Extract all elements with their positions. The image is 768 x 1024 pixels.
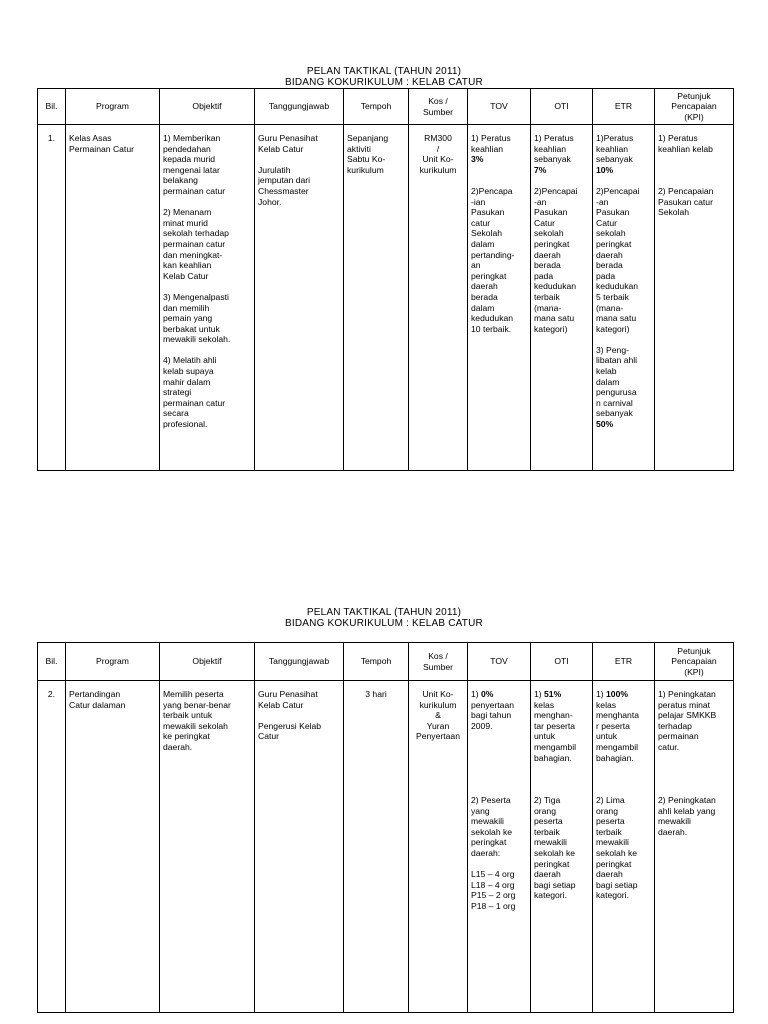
plan-table-1 <box>37 88 734 471</box>
cell-kpi <box>655 125 734 471</box>
header-program: Program <box>66 643 160 681</box>
header-tov: TOV <box>468 643 531 681</box>
plan-table-2 <box>37 642 734 1013</box>
header-row <box>38 643 734 681</box>
cell-objektif: Memilih peserta yang benar-benar terbaik untuk mewakili sekolah ke peringkat daerah. <box>160 681 255 1013</box>
header-bil: Bil. <box>38 89 66 125</box>
etr-item: 1)Peratus keahlian sebanyak 10% <box>596 133 634 175</box>
etr-item: 1) 100% kelas menghanta r peserta untuk mengambil bahagian. <box>596 689 640 763</box>
title-line-2: BIDANG KOKURIKULUM : KELAB CATUR <box>285 618 483 629</box>
cell-program: Pertandingan Catur dalaman <box>66 681 160 1013</box>
cell-etr <box>593 681 655 1013</box>
tanggungjawab-item: Pengerusi Kelab Catur <box>258 720 322 742</box>
header-oti: OTI <box>531 89 593 125</box>
cell-tov <box>468 681 531 1013</box>
header-oti: OTI <box>531 643 593 681</box>
table-row <box>38 681 734 1013</box>
header-program: Program <box>66 89 160 125</box>
title-line-2: BIDANG KOKURIKULUM : KELAB CATUR <box>285 77 483 88</box>
etr-item: 2)Pencapai -an Pasukan Catur sekolah peringkat daerah berada pada kedudukan 5 terbaik (mana- mana satu kategori) <box>596 185 640 334</box>
tanggungjawab-item: Guru Penasihat Kelab Catur <box>258 689 318 710</box>
cell-bil: 1. <box>38 125 66 471</box>
objektif-item: 1) Memberikan pendedahan kepada murid mengenai latar belakang permainan catur <box>163 133 226 196</box>
header-tempoh: Tempoh <box>344 89 409 125</box>
cell-program: Kelas Asas Permainan Catur <box>66 125 160 471</box>
tov-item: 2) Peserta yang mewakili sekolah ke peringkat daerah: <box>471 794 513 858</box>
header-tempoh: Tempoh <box>344 643 409 681</box>
cell-tempoh: Sepanjang aktiviti Sabtu Ko- kurikulum <box>344 125 409 471</box>
etr-item: 3) Peng- libatan ahli kelab dalam pengurusa n carnival sebanyak 50% <box>596 344 638 430</box>
kpi-item: 1) Peratus keahlian kelab <box>658 133 713 154</box>
tov-item: 1) Peratus keahlian 3% <box>471 133 511 165</box>
cell-objektif <box>160 125 255 471</box>
header-kos: Kos / Sumber <box>409 643 468 681</box>
tanggungjawab-item: Guru Penasihat Kelab Catur <box>258 133 318 154</box>
oti-item: 2) Tiga orang peserta terbaik mewakili sekolah ke peringkat daerah bagi setiap kategori. <box>534 794 576 901</box>
header-tanggungjawab: Tanggungjawab <box>255 643 344 681</box>
cell-oti <box>531 125 593 471</box>
cell-tanggungjawab <box>255 125 344 471</box>
table-row <box>38 125 734 471</box>
oti-item: 1) Peratus keahlian sebanyak 7% <box>534 133 574 175</box>
cell-kpi <box>655 681 734 1013</box>
cell-kos: Unit Ko- kurikulum & Yuran Penyertaan <box>409 681 468 1013</box>
cell-etr <box>593 125 655 471</box>
objektif-item: 4) Melatih ahli kelab supaya mahir dalam strategi permainan catur secara profesional. <box>163 355 226 430</box>
header-tov: TOV <box>468 89 531 125</box>
header-objektif: Objektif <box>160 643 255 681</box>
header-row <box>38 89 734 125</box>
header-tanggungjawab: Tanggungjawab <box>255 89 344 125</box>
cell-tempoh: 3 hari <box>344 681 409 1013</box>
kpi-item: 1) Peningkatan peratus minat pelajar SMKKB terhadap permainan catur. <box>658 689 717 752</box>
page-title <box>0 66 768 88</box>
objektif-item: 2) Menanam minat murid sekolah terhadap permainan catur dan meningkat- kan keahlian Kelab Catur <box>163 207 229 281</box>
header-etr: ETR <box>593 643 655 681</box>
header-etr: ETR <box>593 89 655 125</box>
oti-item: 1) 51% kelas menghan- tar peserta untuk mengambil bahagian. <box>534 689 577 763</box>
etr-item: 2) Lima orang peserta terbaik mewakili sekolah ke peringkat daerah bagi setiap kategori. <box>596 794 638 901</box>
tov-item: 1) 0% penyertaan bagi tahun 2009. <box>471 689 515 731</box>
title-line-1: PELAN TAKTIKAL (TAHUN 2011) <box>306 607 462 618</box>
cell-oti <box>531 681 593 1013</box>
title-line-1: PELAN TAKTIKAL (TAHUN 2011) <box>306 66 462 77</box>
header-kpi: Petunjuk Pencapaian (KPI) <box>655 89 734 125</box>
header-bil: Bil. <box>38 643 66 681</box>
tov-item: 2)Pencapa -ian Pasukan catur Sekolah dalam pertanding- an peringkat daerah berada dalam kedudukan 10 terbaik. <box>471 185 515 334</box>
page-title <box>0 607 768 629</box>
cell-bil: 2. <box>38 681 66 1013</box>
cell-kos: RM300 / Unit Ko- kurikulum <box>409 125 468 471</box>
header-kos: Kos / Sumber <box>409 89 468 125</box>
oti-item: 2)Pencapai -an Pasukan Catur sekolah peringkat daerah berada pada kedudukan terbaik (mana- mana satu kategori) <box>534 185 578 334</box>
header-kpi: Petunjuk Pencapaian (KPI) <box>655 643 734 681</box>
cell-tov <box>468 125 531 471</box>
kpi-item: 2) Peningkatan ahli kelab yang mewakili daerah. <box>658 794 716 837</box>
tanggungjawab-item: Jurulatih jemputan dari Chessmaster Johor. <box>258 164 311 207</box>
header-objektif: Objektif <box>160 89 255 125</box>
tov-item: L15 – 4 org L18 – 4 org P15 – 2 org P18 – 1 org <box>471 869 516 911</box>
cell-tanggungjawab <box>255 681 344 1013</box>
objektif-item: 3) Mengenalpasti dan memilih pemain yang berbakat untuk mewakili sekolah. <box>163 291 231 345</box>
kpi-item: 2) Pencapaian Pasukan catur Sekolah <box>658 185 714 218</box>
